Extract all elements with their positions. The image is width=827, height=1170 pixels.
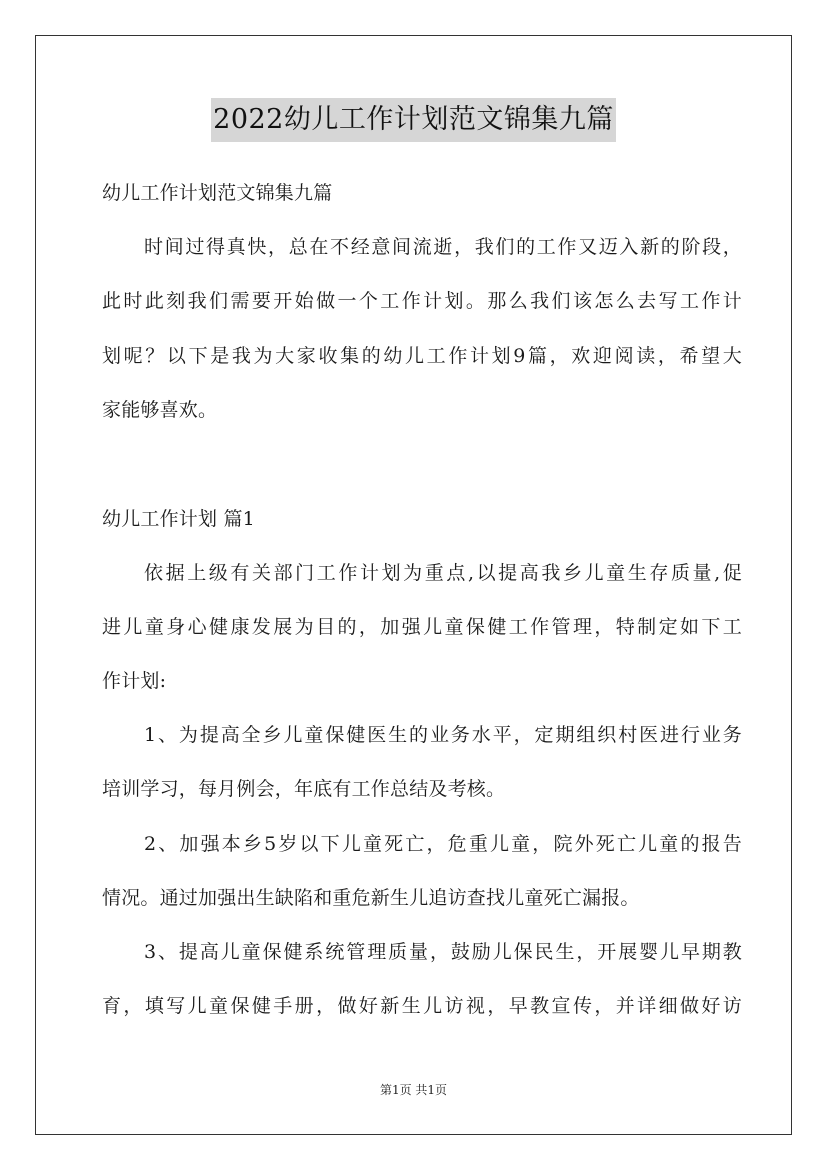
intro-line: 时间过得真快，总在不经意间流逝，我们的工作又迈入新的阶段， (144, 236, 742, 258)
section-line: 进儿童身心健康发展为目的，加强儿童保健工作管理，特制定如下工 (102, 616, 742, 638)
list-item-line: 3、提高儿童保健系统管理质量，鼓励儿保民生，开展婴儿早期教 (144, 941, 742, 963)
list-item-line: 培训学习，每月例会，年底有工作总结及考核。 (102, 778, 506, 800)
intro-line: 家能够喜欢。 (102, 399, 218, 421)
subtitle: 幼儿工作计划范文锦集九篇 (102, 182, 333, 204)
section-line: 依据上级有关部门工作计划为重点,以提高我乡儿童生存质量,促 (144, 562, 742, 584)
list-item-line: 情况。通过加强出生缺陷和重危新生儿追访查找儿童死亡漏报。 (102, 887, 640, 909)
list-item-line: 育，填写儿童保健手册，做好新生儿访视，早教宣传，并详细做好访 (102, 995, 742, 1017)
intro-line: 划呢？以下是我为大家收集的幼儿工作计划9篇，欢迎阅读，希望大 (102, 345, 742, 367)
document-title: 2022幼儿工作计划范文锦集九篇 (211, 98, 616, 142)
list-item-line: 1、为提高全乡儿童保健医生的业务水平，定期组织村医进行业务 (144, 724, 742, 746)
section-line: 作计划: (102, 670, 167, 692)
intro-line: 此时此刻我们需要开始做一个工作计划。那么我们该怎么去写工作计 (102, 290, 742, 312)
list-item-line: 2、加强本乡5岁以下儿童死亡，危重儿童，院外死亡儿童的报告 (144, 833, 742, 855)
section-heading: 幼儿工作计划 篇1 (102, 508, 255, 530)
page-footer: 第1页 共1页 (379, 1083, 448, 1097)
title-container (0, 98, 827, 142)
